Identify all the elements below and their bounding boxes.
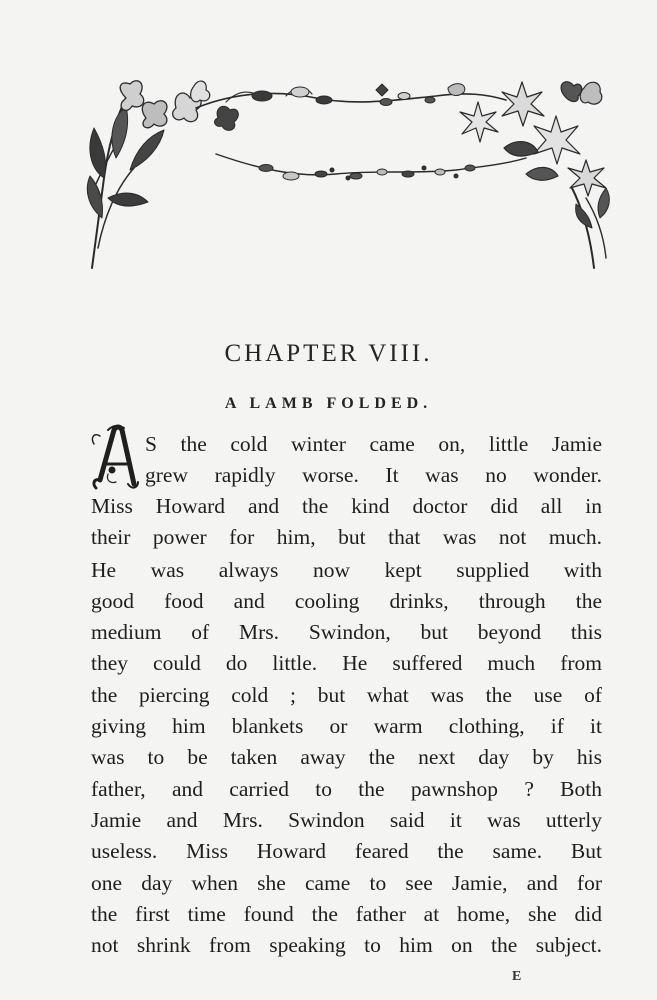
floral-headpiece-ornament [86, 78, 612, 274]
text-line-10: giving him blankets or warm clothing, if it [91, 714, 602, 738]
text-line-12: father, and carried to the pawnshop ? Both [91, 777, 602, 801]
text-line-16: the first time found the father at home, she did [91, 902, 602, 926]
text-line-4: their power for him, but that was not much. [91, 525, 602, 549]
text-line-5: He was always now kept supplied with [91, 558, 602, 582]
text-line-6: good food and cooling drinks, through the [91, 589, 602, 613]
text-line-11: was to be taken away the next day by his [91, 745, 602, 769]
chapter-title: CHAPTER VIII. [224, 340, 433, 367]
signature-mark: E [512, 969, 522, 984]
text-line-3: Miss Howard and the kind doctor did all in [91, 494, 602, 518]
text-line-2: grew rapidly worse. It was no wonder. [145, 463, 602, 487]
text-line-13: Jamie and Mrs. Swindon said it was utterly [91, 808, 602, 832]
drop-cap-ornament [88, 424, 140, 492]
chapter-subtitle: A LAMB FOLDED. [224, 395, 433, 412]
text-line-17: not shrink from speaking to him on the subject. [91, 933, 602, 957]
text-line-14: useless. Miss Howard feared the same. But [91, 839, 602, 863]
text-line-15: one day when she came to see Jamie, and for [91, 871, 602, 895]
text-line-9: the piercing cold ; but what was the use of [91, 683, 602, 707]
text-line-1: S the cold winter came on, little Jamie [145, 432, 602, 456]
drop-cap [88, 424, 140, 492]
text-line-7: medium of Mrs. Swindon, but beyond this [91, 620, 602, 644]
text-line-8: they could do little. He suffered much from [91, 651, 602, 675]
